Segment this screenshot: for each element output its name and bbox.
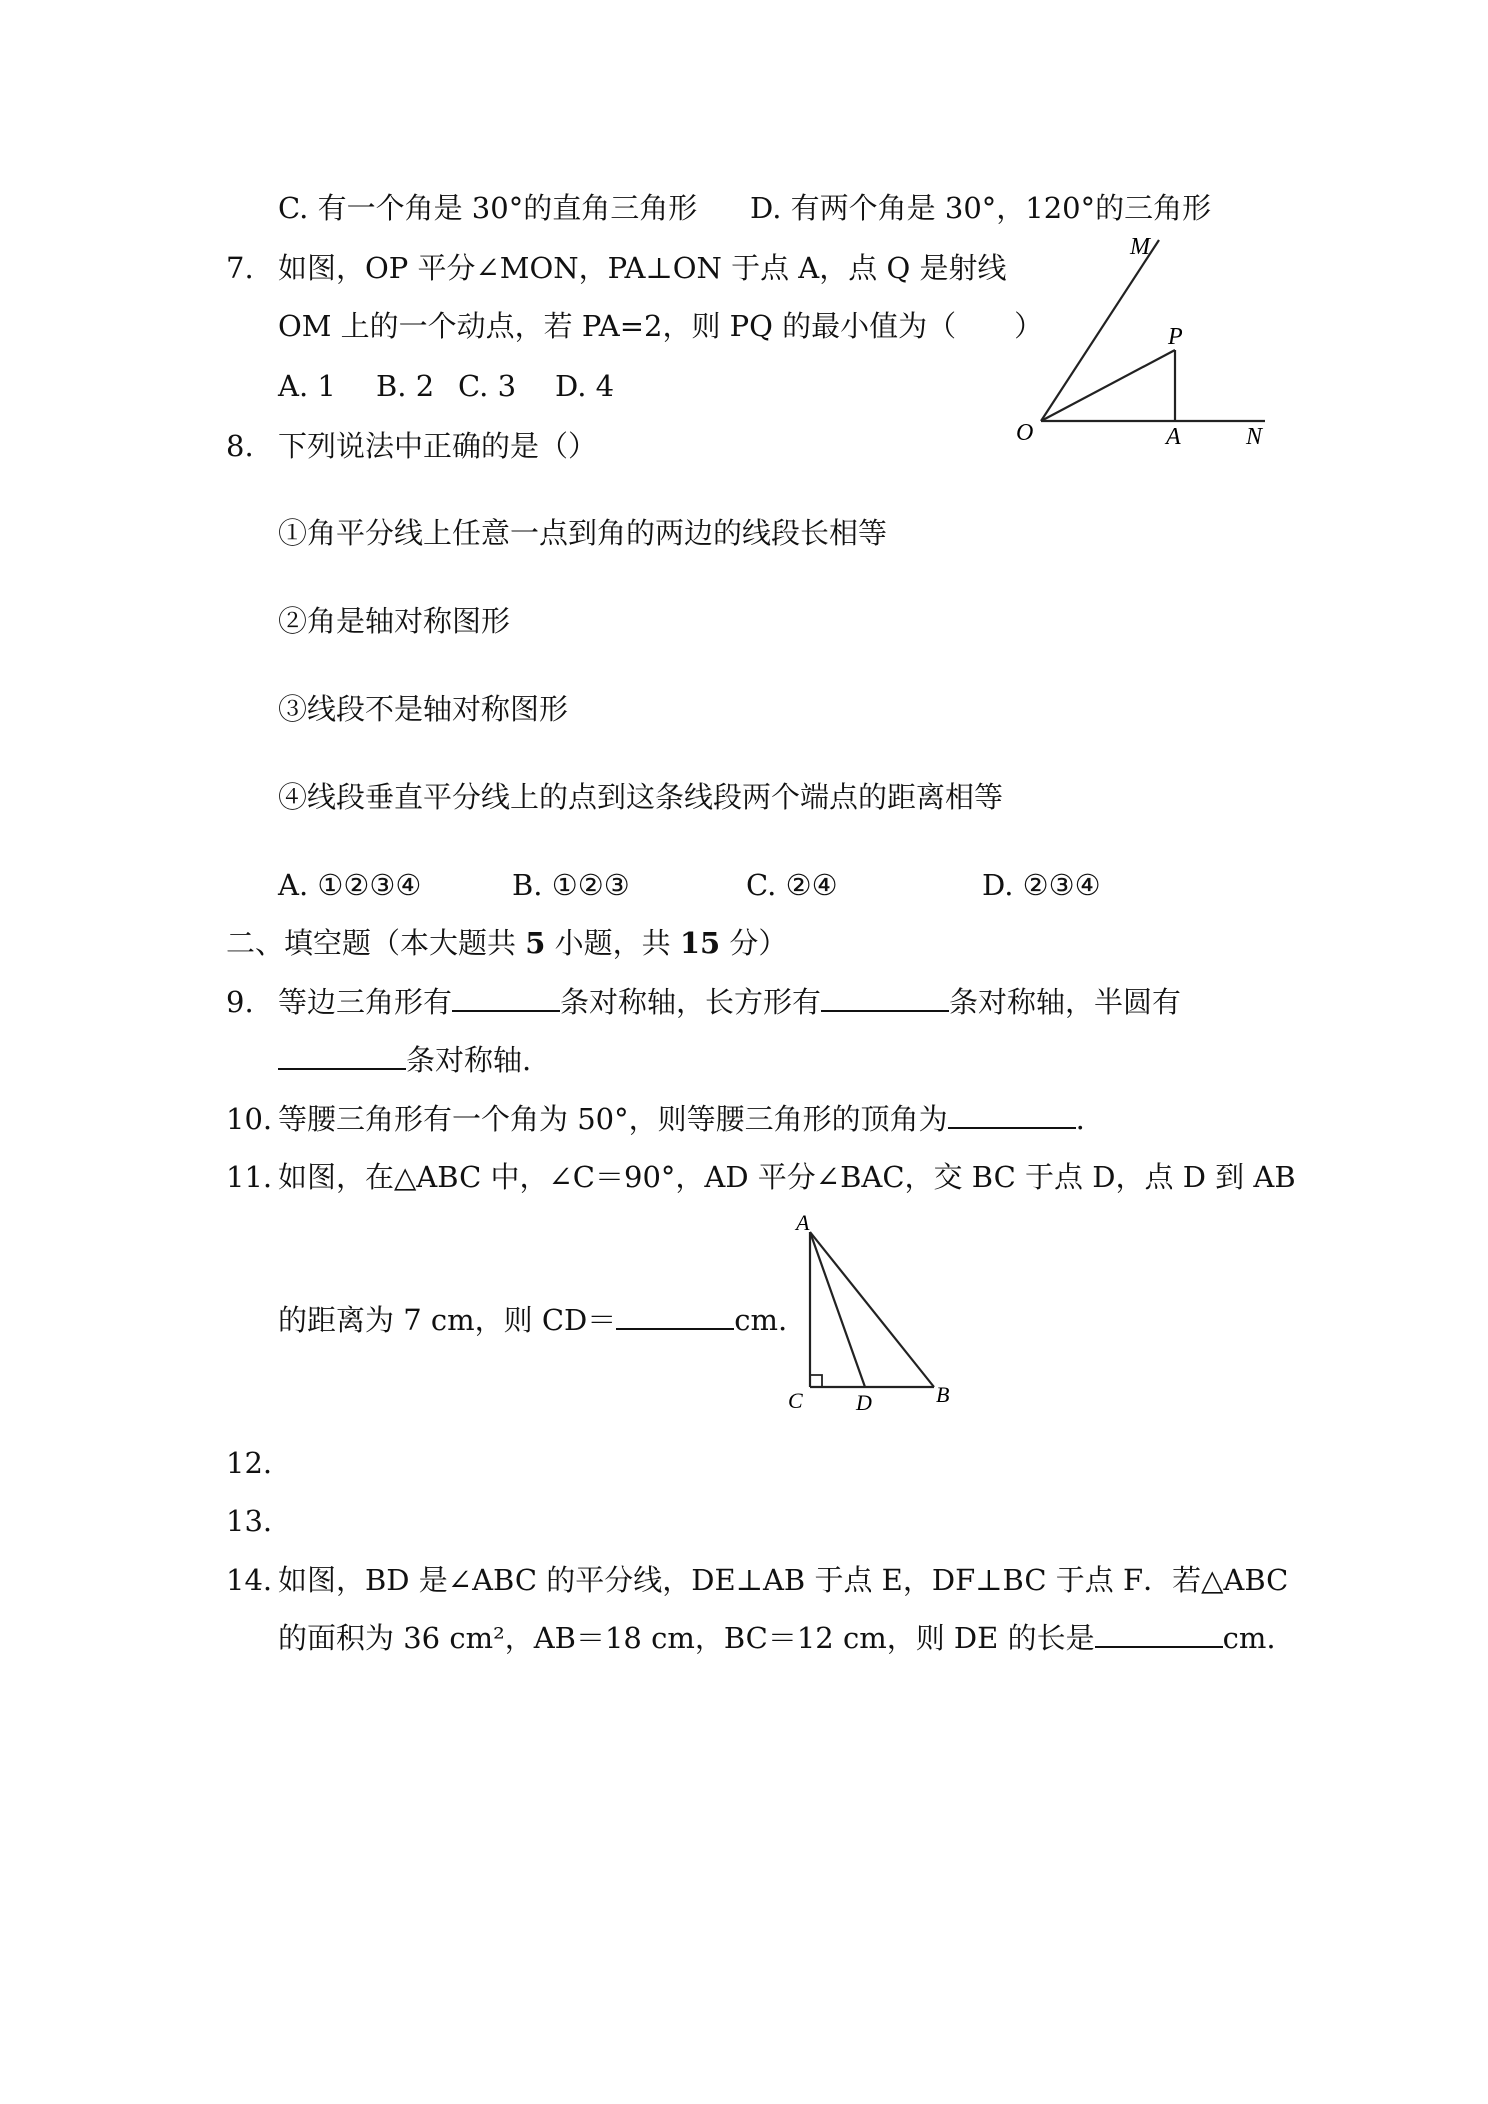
q7-option-d: D. 4 bbox=[555, 369, 615, 403]
question-9-line-2 bbox=[278, 1042, 531, 1078]
question-number: 9. bbox=[226, 985, 254, 1019]
q6-option-d: D. 有两个角是 30°，120°的三角形 bbox=[750, 191, 1212, 225]
label-a: A bbox=[796, 1212, 810, 1235]
q14-text: 的面积为 36 cm²，AB＝18 cm，BC＝12 cm，则 DE 的长是 bbox=[278, 1621, 1095, 1655]
section-score: 15 bbox=[679, 926, 721, 960]
label-n: N bbox=[1246, 424, 1263, 450]
question-number: 7. bbox=[226, 251, 254, 285]
question-7-line-2: OM 上的一个动点，若 PA=2，则 PQ 的最小值为（ ） bbox=[278, 309, 1044, 343]
q11-text: 的距离为 7 cm，则 CD＝ bbox=[278, 1303, 617, 1337]
section-question-count: 5 bbox=[525, 926, 546, 960]
q7-option-b: B. 2 bbox=[376, 369, 435, 403]
question-number: 10. bbox=[226, 1102, 273, 1136]
q8-statement-3: ③线段不是轴对称图形 bbox=[278, 692, 569, 726]
label-c: C bbox=[788, 1388, 803, 1412]
question-number: 8. bbox=[226, 429, 254, 463]
segment-ad bbox=[810, 1232, 865, 1387]
q10-text: 等腰三角形有一个角为 50°，则等腰三角形的顶角为 bbox=[278, 1102, 948, 1136]
q8-option-b: B. ①②③ bbox=[512, 868, 630, 902]
q7-option-c: C. 3 bbox=[458, 369, 517, 403]
q10-blank[interactable] bbox=[948, 1101, 1076, 1129]
q14-unit: cm. bbox=[1222, 1621, 1276, 1655]
question-number: 14. bbox=[226, 1563, 273, 1597]
q8-option-c: C. ②④ bbox=[746, 868, 838, 902]
question-12-number: 12. bbox=[226, 1446, 273, 1480]
section-prefix: 二、填空题（本大题共 bbox=[226, 926, 526, 960]
question-11-line-2 bbox=[278, 1302, 787, 1338]
right-angle-mark bbox=[810, 1375, 822, 1387]
q8-option-a: A. ①②③④ bbox=[278, 868, 422, 902]
section-middle: 小题，共 bbox=[545, 926, 680, 960]
q6-option-c: C. 有一个角是 30°的直角三角形 bbox=[278, 191, 698, 225]
q7-option-a: A. 1 bbox=[278, 369, 336, 403]
q9-blank-1[interactable] bbox=[452, 984, 560, 1012]
label-a: A bbox=[1166, 424, 1181, 450]
q9-blank-3[interactable] bbox=[278, 1042, 406, 1070]
q9-blank-2[interactable] bbox=[821, 984, 949, 1012]
q14-blank[interactable] bbox=[1095, 1620, 1223, 1648]
q11-triangle-figure bbox=[770, 1212, 980, 1412]
q9-text-3: 条对称轴，半圆有 bbox=[949, 985, 1182, 1019]
q9-text-4: 条对称轴. bbox=[406, 1043, 532, 1077]
q11-blank[interactable] bbox=[616, 1302, 734, 1330]
segment-op bbox=[1041, 350, 1175, 421]
q9-text-1: 等边三角形有 bbox=[278, 985, 453, 1019]
question-7-line-1: 如图，OP 平分∠MON，PA⊥ON 于点 A，点 Q 是射线 bbox=[278, 251, 1007, 285]
section-suffix: 分） bbox=[720, 926, 788, 960]
q7-angle-figure bbox=[1010, 232, 1290, 452]
section-heading-fill-in bbox=[226, 925, 787, 961]
label-o: O bbox=[1016, 420, 1034, 446]
ray-om bbox=[1041, 240, 1159, 421]
q8-option-d: D. ②③④ bbox=[982, 868, 1101, 902]
question-10-text bbox=[278, 1101, 1085, 1137]
q8-statement-1: ①角平分线上任意一点到角的两边的线段长相等 bbox=[278, 516, 888, 550]
question-number: 11. bbox=[226, 1160, 273, 1194]
q10-end: . bbox=[1075, 1102, 1085, 1136]
label-b: B bbox=[936, 1382, 950, 1407]
question-11-line-1: 如图，在△ABC 中，∠C＝90°，AD 平分∠BAC，交 BC 于点 D，点 D 到 AB bbox=[278, 1160, 1296, 1194]
label-p: P bbox=[1168, 324, 1183, 350]
question-14-line-1: 如图，BD 是∠ABC 的平分线，DE⊥AB 于点 E，DF⊥BC 于点 F．若△ABC bbox=[278, 1563, 1289, 1597]
q11-unit: cm. bbox=[734, 1303, 788, 1337]
label-d: D bbox=[856, 1390, 872, 1412]
label-m: M bbox=[1130, 234, 1150, 260]
q9-text-2: 条对称轴，长方形有 bbox=[560, 985, 822, 1019]
side-ab bbox=[810, 1232, 934, 1387]
question-9-line-1 bbox=[278, 984, 1181, 1020]
question-13-number: 13. bbox=[226, 1504, 273, 1538]
q8-statement-4: ④线段垂直平分线上的点到这条线段两个端点的距离相等 bbox=[278, 780, 1004, 814]
question-14-line-2 bbox=[278, 1620, 1276, 1656]
q8-statement-2: ②角是轴对称图形 bbox=[278, 604, 511, 638]
question-8-stem: 下列说法中正确的是（） bbox=[278, 429, 598, 463]
